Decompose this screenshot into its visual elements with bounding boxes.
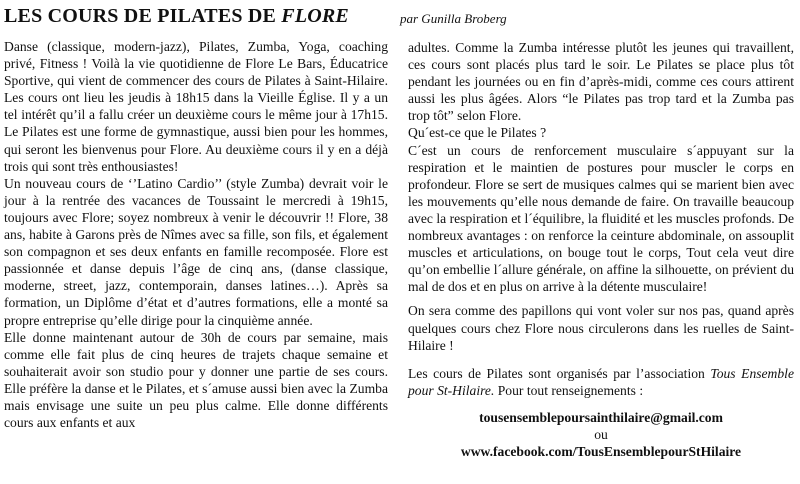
left-paragraph-1: Danse (classique, modern-jazz), Pilates, Zumba, Yoga, coaching privé, Fitness ! Voilà la vie quotidienne de Flore Le Bars, Éducatrice Sportive, qui vient de commencer des cours de Pilates à Saint-Hilaire. Les cours ont lieu les jeudis à 18h15 dans la Vieille Église. Il y a un tel intérêt qu’il a fallu créer un deuxième cours le même jour à 17h15. Le Pilates est une forme de gymnastique, aussi bien pour les hommes, qui seront les bienvenus pour Flore. Au deuxième cours il y en a déjà trois qui sont très enthousiastes! (4, 39, 388, 174)
contact-or-text: ou (594, 426, 608, 442)
association-suffix: Pour tout renseignements : (494, 382, 644, 398)
right-paragraph-question: Qu´est-ce que le Pilates ? (408, 125, 547, 141)
right-column (408, 39, 794, 483)
contact-website-link[interactable]: www.facebook.com/TousEnsemblepourStHilaire (460, 444, 742, 460)
right-paragraph-4: On sera comme des papillons qui vont voler sur nos pas, quand après quelques cours chez Flore nous circulerons dans les ruelles de Saint-Hilaire ! (408, 303, 794, 353)
article-header (4, 5, 796, 35)
right-paragraph-1: adultes. Comme la Zumba intéresse plutôt les jeunes qui travaillent, ces cours sont placés plus tard le soir. Le Pilates se place plus tôt pendant les journées ou en fin d’après-midi, comme ces cours attirent aussi les plus âgées. Alors “le Pilates pas trop tard et la Zumba pas trop tôt” selon Flore. (408, 40, 794, 124)
association-name: Tous Ensemble pour St-Hilaire. (408, 365, 794, 398)
contact-email-link[interactable]: tousensemblepoursainthilaire@gmail.com (479, 409, 723, 425)
left-paragraph-3: Elle donne maintenant autour de 30h de cours par semaine, mais comme elle fait plus de cinq heures de trajets chaque semaine et souhaiterait avoir son studio pour y donner une partie de ses cours. Elle préfère la danse et le Pilates, et s´amuse aussi bien avec la Zumba mais envisage une suite un peu plus calme. Elle donne différents cours aux enfants et aux (4, 329, 388, 431)
title-prefix: LES COURS DE PILATES DE (4, 5, 282, 27)
title-name: FLORE (281, 5, 349, 27)
right-paragraph-association (408, 365, 794, 399)
right-paragraph-3: C´est un cours de renforcement musculaire s´appuyant sur la respiration et le maintien de postures pour muscler le corps en profondeur. Flore se sert de musiques calmes qui se marient bien avec les mouvements qu’elle nous demande de faire. On travaille beaucoup avec la respiration et l´équilibre, la fluidité et les muscles profonds. De nombreux avantages : on renforce la ceinture abdominale, on assouplit muscles et articulations, on bouge tout le corps, Tout cela veut dire qu’on embellie l´allure générale, on affine la silhouette, on prévient du mal de dos et en plus on arrive à la détente musculaire! (408, 142, 794, 295)
article-title (4, 5, 349, 28)
article-byline: par Gunilla Broberg (400, 11, 507, 26)
association-prefix: Les cours de Pilates sont organisés par l’association (408, 365, 711, 381)
left-column (4, 38, 388, 482)
left-paragraph-2: Un nouveau cours de ‘’Latino Cardio’’ (style Zumba) devrait voir le jour à la rentrée des vacances de Toussaint le mercredi à 19h15, toujours avec Flore; soyez nombreux à venir le découvrir !! Flore, 38 ans, habite à Garons près de Nîmes avec sa fille, son fils, et également son compagnon et ses deux enfants en famille recomposée. Flore est passionnée et danse depuis l’âge de cinq ans, (danse classique, moderne, street, jazz, contemporain, danses latines…). Après sa formation, un Diplôme d’état et d’autres formations, elle a monté sa propre entreprise qu’elle dirige pour la cinquième année. (4, 175, 388, 328)
